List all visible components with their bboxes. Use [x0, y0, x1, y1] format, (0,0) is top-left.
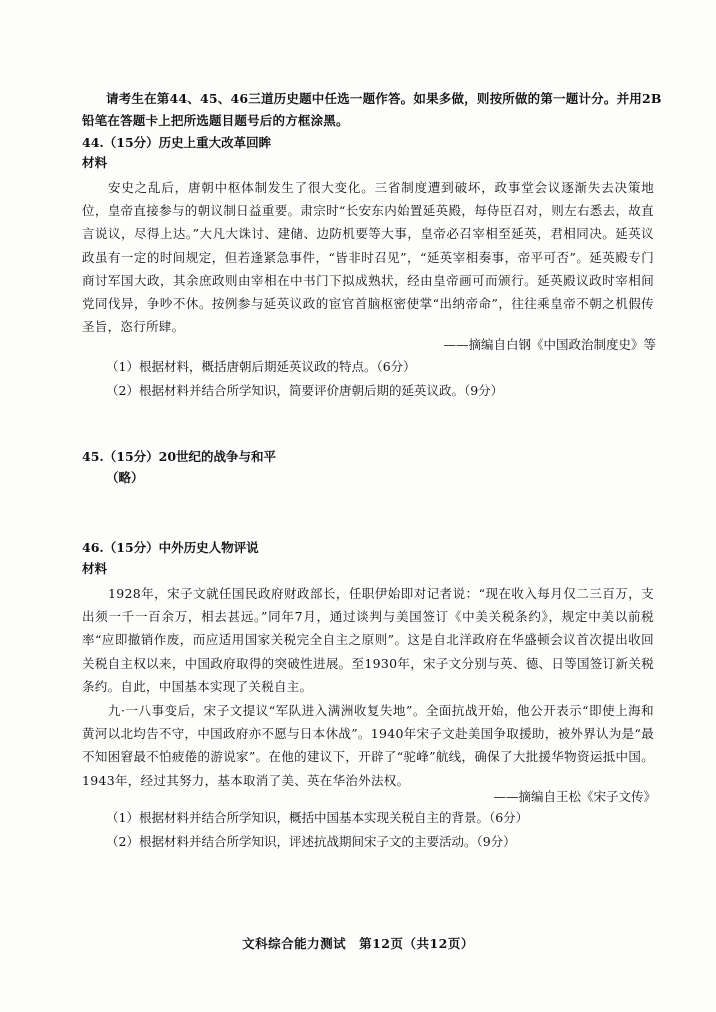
question-44-material-text: 安史之乱后，唐朝中枢体制发生了很大变化。三省制度遭到破坏，政事堂会议逐渐失去决策地位，皇帝直接参与的朝议制日益重要。肃宗时“长安东内始置延英殿，每侍臣召对，则左右悉去，故直言说议，尽得上达。”大凡大诛讨、建储、边防机要等大事，皇帝必召宰相至延英，君相同决。延英议政虽有一定的时间规定，但若逢紧急事件，“皆非时召见”，“延英宰相奏事，帝平可否”。延英殿专门商讨军国大政，其余庶政则由宰相在中书门下拟成熟状，经由皇帝画可而颁行。延英殿议政时宰相间党同伐异，争吵不休。按例参与延英议政的宦官首脑枢密使掌“出纳帝命”，往往乘皇帝不朝之机假传圣旨，恣行所肆。 [82, 180, 654, 335]
selection-instruction: 请考生在第44、45、46三道历史题中任选一题作答。如果多做，则按所做的第一题计分。并用2B铅笔在答题卡上把所选题目题号后的方框涂黑。 [82, 91, 662, 128]
question-46-material-label: 材料 [82, 561, 108, 576]
question-44-source: ——摘编自白钢《中国政治制度史》等 [443, 337, 656, 352]
page-footer: 文科综合能力测试 第12页（共12页） [242, 936, 474, 951]
question-46-sub-1: （1）根据材料并结合所学知识，概括中国基本实现关税自主的背景。（6分） [106, 810, 529, 825]
question-45-title: 45.（15分）20世纪的战争与和平 [82, 449, 277, 464]
question-44-sub-1: （1）根据材料，概括唐朝后期延英议政的特点。（6分） [106, 359, 416, 374]
question-44-title: 44.（15分）历史上重大改革回眸 [82, 135, 272, 150]
question-44-material-label: 材料 [82, 155, 108, 170]
question-46-source: ——摘编自王松《宋子文传》 [493, 789, 656, 804]
question-46-sub-2: （2）根据材料并结合所学知识，评述抗战期间宋子文的主要活动。（9分） [106, 834, 516, 849]
question-45-omitted: （略） [106, 470, 144, 485]
question-46-title: 46.（15分）中外历史人物评说 [82, 540, 259, 555]
question-44-sub-2: （2）根据材料并结合所学知识，简要评价唐朝后期的延英议政。（9分） [106, 383, 504, 398]
question-46-material-paragraph-2: 九·一八事变后，宋子文提议“军队进入满洲收复失地”。全面抗战开始，他公开表示“即使上海和黄河以北均告不守，中国政府亦不愿与日本休战”。1940年宋子文赴美国争取援助，被外界认为是“最不知困窘最不怕疲倦的游说家”。在他的建议下，开辟了“驼峰”航线，确保了大批援华物资运抵中国。1943年，经过其努力，基本取消了美、英在华治外法权。 [82, 703, 654, 788]
question-46-material-paragraph-1: 1928年，宋子文就任国民政府财政部长，任职伊始即对记者说：“现在收入每月仅二三百万，支出须一千一百余万，相去甚远。”同年7月，通过谈判与美国签订《中美关税条约》，规定中美以前税率“应即撤销作废，而应适用国家关税完全自主之原则”。这是自北洋政府在华盛顿会议首次提出收回关税自主权以来，中国政府取得的突破性进展。至1930年，宋子文分别与英、德、日等国签订新关税条约。自此，中国基本实现了关税自主。 [82, 586, 654, 694]
